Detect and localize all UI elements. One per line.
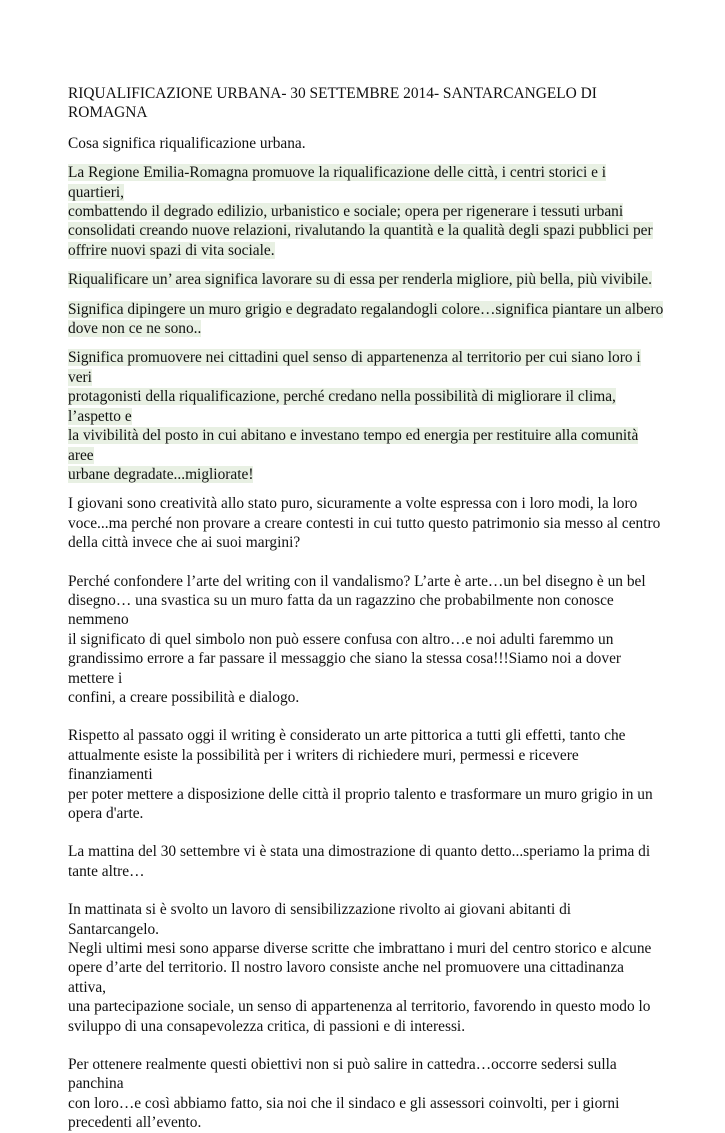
paragraph-dipingere-highlighted <box>68 300 665 339</box>
highlighted-text: Significa dipingere un muro grigio e degradato regalandogli colore…significa piantare un albero dove non ce ne sono.. <box>68 300 664 338</box>
highlighted-text: La Regione Emilia-Romagna promuove la riqualificazione delle città, i centri storici e i quartieri, combattendo il degrado edilizio, urbanistico e sociale; opera per rigenerare i tessuti urbani consolidati creando nuove relazioni, rivalutando la quantità e la qualità degli spazi pubblici per offrire nuovi spazi di vita sociale. <box>68 164 653 259</box>
document-title: RIQUALIFICAZIONE URBANA- 30 SETTEMBRE 2014- SANTARCANGELO DI ROMAGNA <box>68 85 597 122</box>
paragraph-obiettivi: Per ottenere realmente questi obiettivi non si può salire in cattedra…occorre sedersi sulla panchina con loro…e così abbiamo fatto, sia noi che il sindaco e gli assessori coinvolti, per i giorni precedenti all’evento. <box>68 1056 620 1132</box>
highlighted-text: Significa promuovere nei cittadini quel senso di appartenenza al territorio per cui siano loro i veri protagonisti della riqualificazione, perché credano nella possibilità di migliorare il clima, l’aspetto e la vivibilità del posto in cui abitano e investano tempo ed energia per restituire alla comunità aree urbane degradate...migliorate! <box>68 349 641 483</box>
paragraph-riqualificare-highlighted <box>68 270 665 289</box>
paragraph-sensibilizzazione: In mattinata si è svolto un lavoro di sensibilizzazione rivolto ai giovani abitanti di Santarcangelo. Negli ultimi mesi sono apparse diverse scritte che imbrattano i muri del centro storico e alcune opere d’arte del territorio. Il nostro lavoro consiste anche nel promuovere una cittadinanza attiva, una partecipazione sociale, un senso di appartenenza al territorio, favorendo in questo modo lo sviluppo di una consapevolezza critica, di passioni e di interessi. <box>68 901 652 1035</box>
paragraph-mattina: La mattina del 30 settembre vi è stata una dimostrazione di quanto detto...speriamo la prima di tante altre… <box>68 843 651 880</box>
highlighted-text: Riqualificare un’ area significa lavorare su di essa per renderla migliore, più bella, più vivibile. <box>68 271 652 289</box>
paragraph-promuovere-highlighted <box>68 348 665 484</box>
paragraph-writing-vandalismo: Perché confondere l’arte del writing con il vandalismo? L’arte è arte…un bel disegno è un bel disegno… una svastica su un muro fatta da un ragazzino che probabilmente non conosce nemmeno il significato di quel simbolo non può essere confusa con altro…e noi adulti faremmo un grandissimo errore a far passare il messaggio che siano la stessa cosa!!!Siamo noi a dover mettere i confini, a creare possibilità e dialogo. <box>68 572 646 706</box>
paragraph-giovani: I giovani sono creatività allo stato puro, sicuramente a volte espressa con i loro modi, la loro voce...ma perché non provare a creare contesti in cui tutto questo patrimonio sia messo al centro della città invece che ai suoi margini? <box>68 495 661 552</box>
paragraph-question: Cosa significa riqualificazione urbana. <box>68 134 306 152</box>
paragraph-writing-arte: Rispetto al passato oggi il writing è considerato un arte pittorica a tutti gli effetti, tanto che attualmente esiste la possibilità per i writers di richiedere muri, permessi e ricevere finanziamenti per poter mettere a disposizione delle città il proprio talento e trasformare un muro grigio in un opera d'arte. <box>68 727 653 822</box>
paragraph-regione-highlighted <box>68 163 665 260</box>
